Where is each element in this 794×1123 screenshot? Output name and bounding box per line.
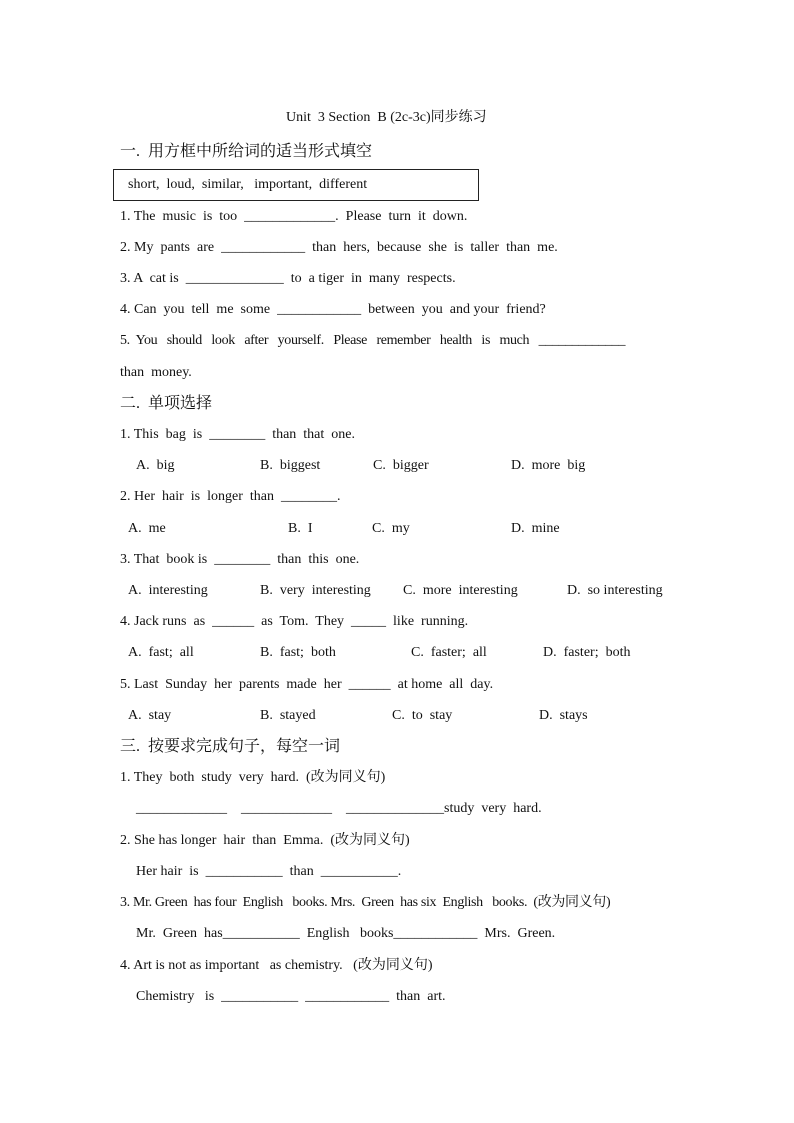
mc-question-1: 1. This bag is ________ than that one. (120, 427, 355, 442)
mc-option-4c: C. faster; all (411, 645, 487, 660)
mc-question-5: 5. Last Sunday her parents made her ______ at home all day. (120, 677, 494, 692)
page-title: Unit 3 Section B (2c-3c)同步练习 (286, 110, 487, 125)
mc-option-5b: B. stayed (260, 708, 316, 723)
section-heading-2: 二. 单项选择 (120, 395, 213, 412)
mc-option-4d: D. faster; both (543, 645, 631, 660)
section-heading-1: 一. 用方框中所给词的适当形式填空 (120, 143, 373, 160)
fill-item-5-cont: than money. (120, 365, 192, 380)
fill-item-3: 3. A cat is ______________ to a tiger in many respects. (120, 271, 456, 286)
section-heading-3: 三. 按要求完成句子，每空一词 (120, 738, 341, 755)
word-box (113, 169, 479, 201)
rewrite-answer-4: Chemistry is ___________ ____________ than art. (136, 989, 446, 1004)
mc-option-5c: C. to stay (392, 708, 453, 723)
rewrite-item-2: 2. She has longer hair than Emma. (改为同义句) (120, 833, 410, 848)
mc-option-2b: B. I (288, 521, 313, 536)
word-box-text: short, loud, similar, important, different (128, 177, 368, 192)
rewrite-item-3: 3. Mr. Green has four English books. Mrs. Green has six English books. (改为同义句) (120, 895, 611, 910)
rewrite-item-1: 1. They both study very hard. (改为同义句) (120, 770, 386, 785)
mc-option-1b: B. biggest (260, 458, 321, 473)
fill-item-2: 2. My pants are ____________ than hers, because she is taller than me. (120, 240, 558, 255)
mc-question-3: 3. That book is ________ than this one. (120, 552, 360, 567)
rewrite-answer-2: Her hair is ___________ than ___________. (136, 864, 402, 879)
mc-option-4a: A. fast; all (128, 645, 194, 660)
mc-option-1a: A. big (136, 458, 175, 473)
mc-option-3c: C. more interesting (403, 583, 518, 598)
mc-option-4b: B. fast; both (260, 645, 336, 660)
mc-option-2c: C. my (372, 521, 410, 536)
mc-question-2: 2. Her hair is longer than ________. (120, 489, 341, 504)
mc-option-2d: D. mine (511, 521, 560, 536)
mc-option-3a: A. interesting (128, 583, 208, 598)
mc-option-2a: A. me (128, 521, 166, 536)
mc-option-5a: A. stay (128, 708, 172, 723)
mc-option-1d: D. more big (511, 458, 586, 473)
mc-question-4: 4. Jack runs as ______ as Tom. They _____ like running. (120, 614, 469, 629)
fill-item-1: 1. The music is too _____________. Please turn it down. (120, 209, 468, 224)
fill-item-5: 5. You should look after yourself. Please remember health is much _____________ (120, 333, 626, 348)
fill-item-4: 4. Can you tell me some ____________ between you and your friend? (120, 302, 546, 317)
rewrite-answer-3: Mr. Green has___________ English books____________ Mrs. Green. (136, 926, 556, 941)
mc-option-5d: D. stays (539, 708, 588, 723)
mc-option-3b: B. very interesting (260, 583, 371, 598)
mc-option-3d: D. so interesting (567, 583, 663, 598)
mc-option-1c: C. bigger (373, 458, 429, 473)
rewrite-item-4: 4. Art is not as important as chemistry. (改为同义句) (120, 958, 433, 973)
rewrite-answer-1: _____________ _____________ ______________study very hard. (136, 801, 542, 816)
